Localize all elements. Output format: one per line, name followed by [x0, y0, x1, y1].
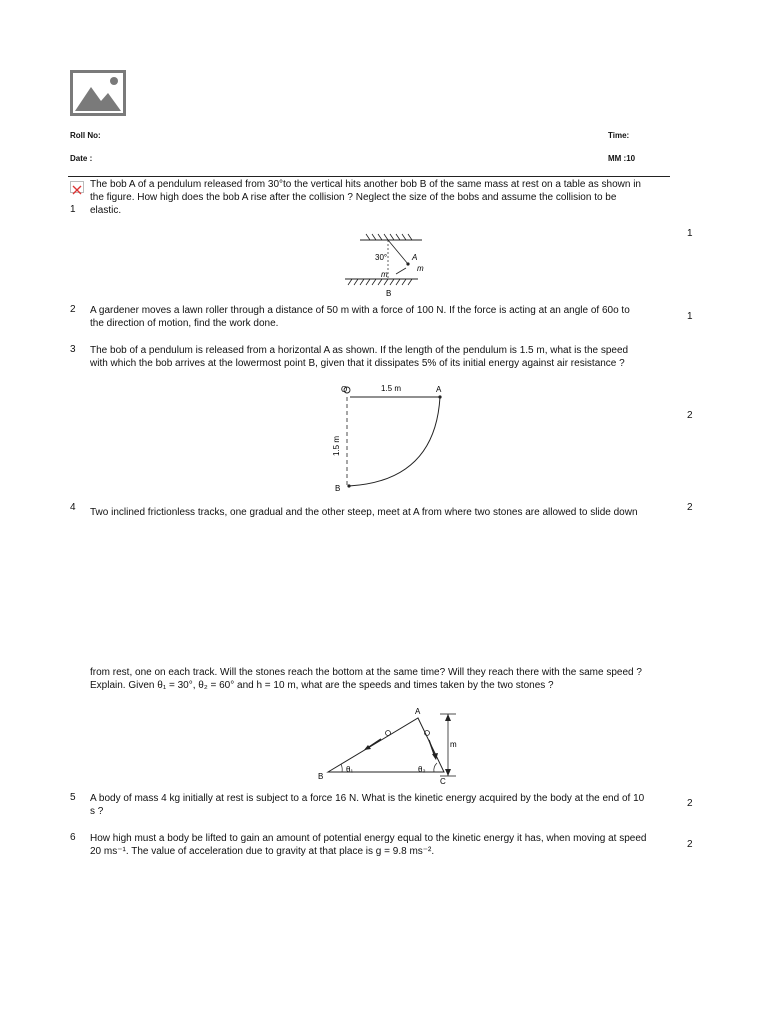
question-3-number: 3: [70, 344, 76, 355]
fig3-length-horizontal: 1.5 m: [381, 384, 402, 393]
question-5-text: [90, 792, 690, 818]
figure-1-pendulum-collision: [340, 230, 440, 300]
question-2-line-1: A gardener moves a lawn roller through a distance of 50 m with a force of 100 N. If the force is acting at an angle of 60o to: [90, 305, 630, 316]
question-6-line-1: How high must a body be lifted to gain an amount of potential energy equal to the kinetic energy it has, when moving at speed: [90, 833, 647, 844]
question-1-number: 1: [70, 204, 76, 215]
question-4-line-1: Two inclined frictionless tracks, one gradual and the other steep, meet at A from where two stones are allowed to slide down: [90, 507, 638, 518]
question-5-marks: 2: [687, 798, 693, 809]
figure-4-inclined-tracks: [310, 702, 470, 790]
question-3-line-1: The bob of a pendulum is released from a horizontal A as shown. If the length of the pendulum is 1.5 m, what is the speed: [90, 345, 629, 356]
fig4-label-a: A: [415, 707, 421, 716]
question-1-line-1: The bob A of a pendulum released from 30°to the vertical hits another bob B of the same mass at rest on a table as shown in: [90, 179, 641, 190]
question-1-text: [90, 178, 690, 217]
question-2-number: 2: [70, 304, 76, 315]
header-divider: [68, 176, 670, 177]
question-5-number: 5: [70, 792, 76, 803]
time-label: Time:: [608, 131, 630, 140]
question-4-number: 4: [70, 502, 76, 513]
max-marks-label: MM :10: [608, 154, 636, 163]
question-2-text: [90, 304, 690, 330]
fig1-label-b: B: [386, 289, 392, 298]
question-4-text-continued: [90, 666, 690, 692]
fig4-label-b: B: [318, 772, 324, 781]
question-4-line-3: Explain. Given θ₁ = 30°, θ₂ = 60° and h = 10 m, what are the speeds and times taken by the two stones ?: [90, 680, 554, 691]
question-3-text: [90, 344, 690, 370]
question-6-text: [90, 832, 690, 858]
question-2-marks: 1: [687, 311, 693, 322]
question-1-line-3: elastic.: [90, 205, 122, 216]
question-4-line-2: from rest, one on each track. Will the stones reach the bottom at the same time? Will they reach there with the same speed ?: [90, 667, 642, 678]
logo-image-icon: [70, 70, 126, 116]
question-3-marks: 2: [687, 410, 693, 421]
figure-3-pendulum-arc: [325, 378, 455, 498]
question-1-marks: 1: [687, 228, 693, 239]
date-label: Date :: [70, 154, 93, 163]
question-1-line-2: the figure. How high does the bob A rise after the collision ? Neglect the size of the bobs and assume the collision to be: [90, 192, 617, 203]
question-2-line-2: the direction of motion, find the work done.: [90, 318, 279, 329]
fig3-length-vertical: 1.5 m: [332, 435, 341, 456]
fig4-label-theta-2: θ₂: [418, 765, 426, 774]
roll-no-label: Roll No:: [70, 131, 101, 140]
fig1-label-a: A: [412, 253, 418, 262]
fig3-label-b: B: [335, 484, 341, 493]
question-6-line-2: 20 ms⁻¹. The value of acceleration due to gravity at that place is g = 9.8 ms⁻².: [90, 846, 435, 857]
question-3-line-2: with which the bob arrives at the lowermost point B, given that it dissipates 5% of its initial energy against air resistance ?: [90, 358, 625, 369]
broken-image-icon: [70, 181, 84, 193]
question-5-line-1: A body of mass 4 kg initially at rest is subject to a force 16 N. What is the kinetic energy acquired by the body at the end of 10: [90, 793, 645, 804]
fig3-label-o: O: [341, 385, 348, 394]
fig4-label-theta-1: θ₁: [346, 765, 354, 774]
fig4-label-c: C: [440, 777, 446, 786]
question-5-line-2: s ?: [90, 806, 104, 817]
question-4-marks: 2: [687, 502, 693, 513]
fig1-label-m-a: m: [417, 264, 424, 273]
mountain-photo-icon: [73, 73, 123, 113]
fig4-label-height: m: [450, 740, 457, 749]
fig3-label-a: A: [436, 385, 442, 394]
question-6-marks: 2: [687, 839, 693, 850]
question-6-number: 6: [70, 832, 76, 843]
fig1-angle-label: 30°: [375, 253, 388, 262]
fig1-label-m-b: m: [381, 270, 388, 279]
